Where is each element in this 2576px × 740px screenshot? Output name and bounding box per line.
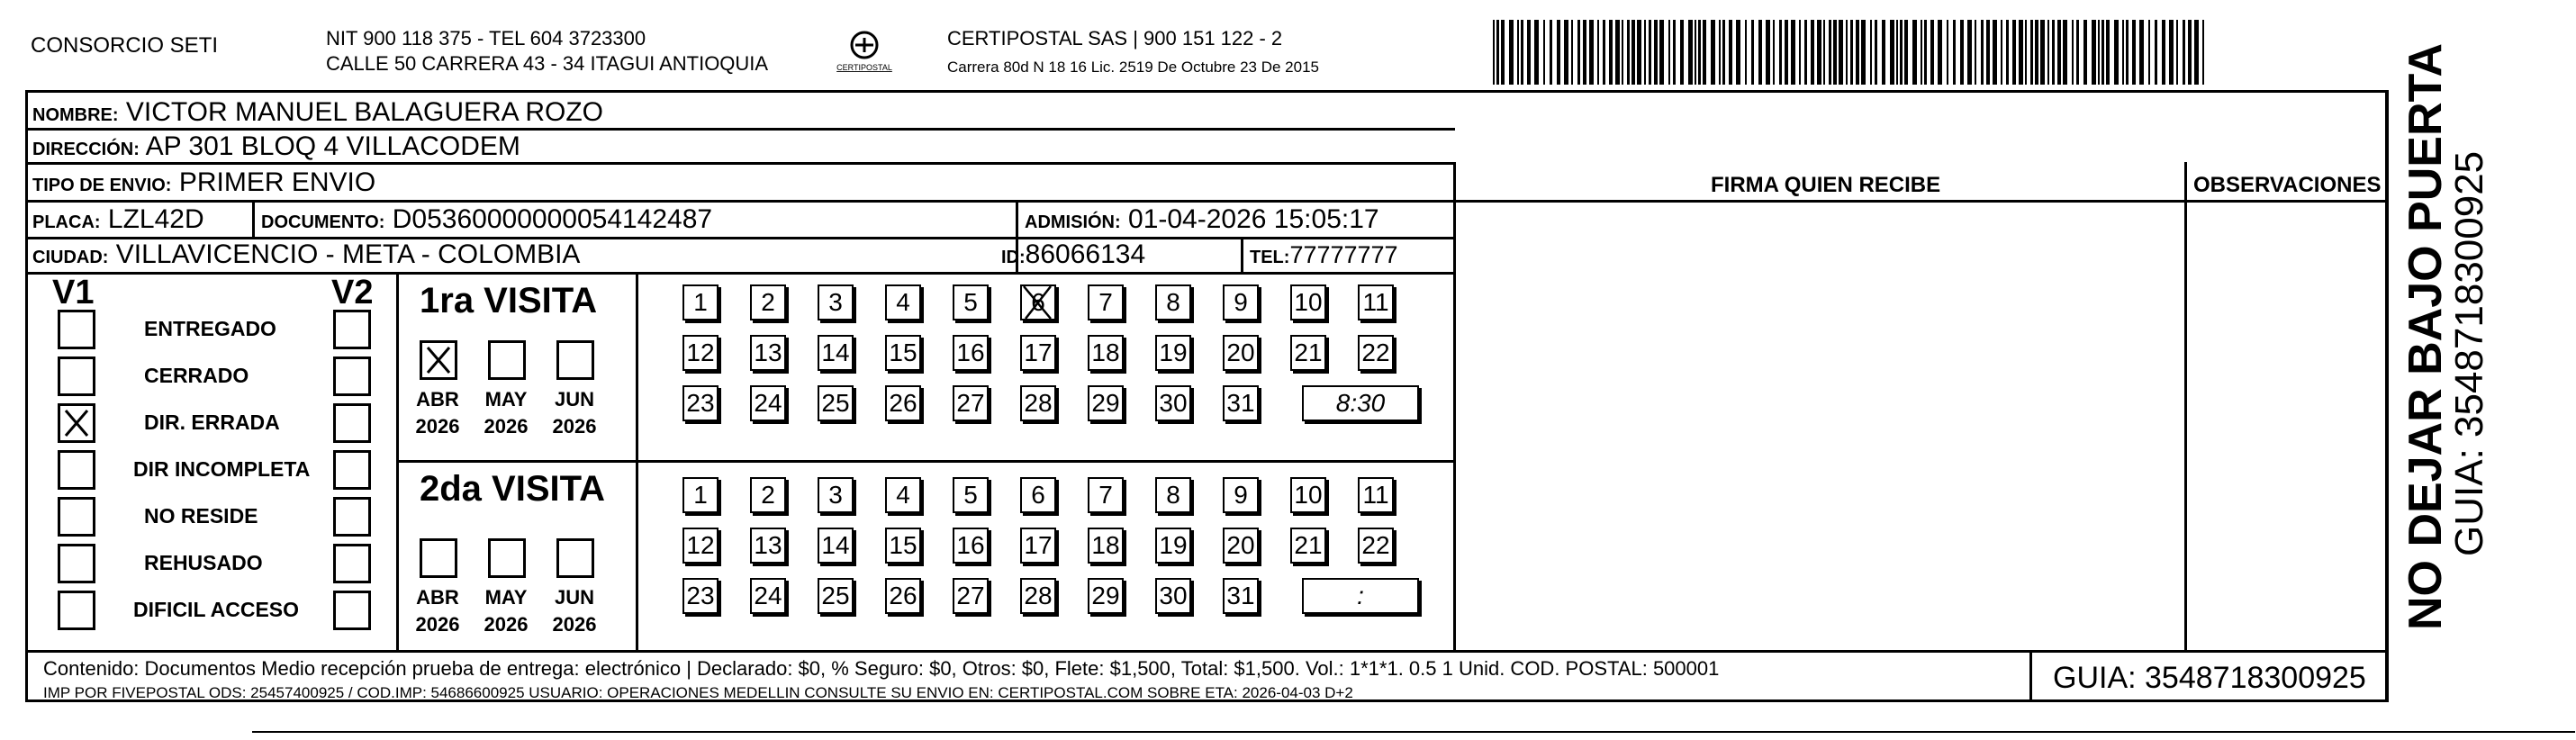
status-v1-checkbox[interactable] xyxy=(58,356,95,396)
day-box-14[interactable]: 14 xyxy=(818,528,854,564)
day-box-3[interactable]: 3 xyxy=(818,284,854,320)
day-box-23[interactable]: 23 xyxy=(682,578,719,614)
status-v1-checkbox[interactable] xyxy=(58,403,95,443)
day-box-26[interactable]: 26 xyxy=(885,385,921,421)
day-box-31[interactable]: 31 xyxy=(1223,578,1259,614)
day-box-13[interactable]: 13 xyxy=(750,335,786,371)
day-box-23[interactable]: 23 xyxy=(682,385,719,421)
day-box-28[interactable]: 28 xyxy=(1020,578,1056,614)
day-box-12[interactable]: 12 xyxy=(682,335,719,371)
day-box-6[interactable]: 6 xyxy=(1020,477,1056,513)
day-box-10[interactable]: 10 xyxy=(1290,477,1326,513)
day-box-13[interactable]: 13 xyxy=(750,528,786,564)
day-box-27[interactable]: 27 xyxy=(953,578,989,614)
month-label: MAY xyxy=(484,586,528,609)
month-checkbox-jun[interactable] xyxy=(556,538,594,578)
day-box-15[interactable]: 15 xyxy=(885,528,921,564)
month-checkbox-may[interactable] xyxy=(488,538,526,578)
send-type-field: TIPO DE ENVIO: PRIMER ENVIO xyxy=(32,167,376,197)
day-box-8[interactable]: 8 xyxy=(1155,477,1191,513)
day-box-16[interactable]: 16 xyxy=(953,528,989,564)
day-box-19[interactable]: 19 xyxy=(1155,335,1191,371)
admission-field: ADMISIÓN: 01-04-2026 15:05:17 xyxy=(1025,204,1379,234)
side-guia: GUIA: 3548718300925 xyxy=(2447,150,2491,556)
day-box-29[interactable]: 29 xyxy=(1088,578,1124,614)
city-field: CIUDAD: VILLAVICENCIO - META - COLOMBIA xyxy=(32,239,581,269)
nit-line: NIT 900 118 375 - TEL 604 3723300 xyxy=(326,27,646,50)
month-checkbox-abr[interactable] xyxy=(420,340,457,380)
certipostal-line: CERTIPOSTAL SAS | 900 151 122 - 2 xyxy=(947,27,1283,50)
day-box-20[interactable]: 20 xyxy=(1223,335,1259,371)
day-box-19[interactable]: 19 xyxy=(1155,528,1191,564)
status-label: DIR. ERRADA xyxy=(144,411,280,434)
year-label: 2026 xyxy=(484,613,529,636)
plate-field: PLACA: LZL42D xyxy=(32,204,204,234)
status-label: DIR INCOMPLETA xyxy=(133,457,311,481)
status-v1-checkbox[interactable] xyxy=(58,544,95,583)
no-dejar-bajo-puerta: NO DEJAR BAJO PUERTA xyxy=(2400,42,2452,630)
content-line: Contenido: Documentos Medio recepción prueba de entrega: electrónico | Declarado: $0, % Seguro: $0, Otros: $0, Flete: $1,500, Total: $1,500. Vol.: 1*1*1. 0.5 1 Unid. COD. POSTAL: 500001 xyxy=(43,657,1720,680)
address-line: CALLE 50 CARRERA 43 - 34 ITAGUI ANTIOQUIA xyxy=(326,52,769,75)
day-box-5[interactable]: 5 xyxy=(953,284,989,320)
status-v1-checkbox[interactable] xyxy=(58,310,95,349)
status-v2-checkbox[interactable] xyxy=(333,356,371,396)
day-box-12[interactable]: 12 xyxy=(682,528,719,564)
day-box-17[interactable]: 17 xyxy=(1020,335,1056,371)
footer-guia: GUIA: 3548718300925 xyxy=(2053,661,2366,695)
status-label: DIFICIL ACCESO xyxy=(133,598,300,621)
day-box-17[interactable]: 17 xyxy=(1020,528,1056,564)
status-v2-checkbox[interactable] xyxy=(333,310,371,349)
day-box-16[interactable]: 16 xyxy=(953,335,989,371)
day-box-11[interactable]: 11 xyxy=(1358,477,1394,513)
status-v2-checkbox[interactable] xyxy=(333,450,371,490)
day-box-26[interactable]: 26 xyxy=(885,578,921,614)
day-box-9[interactable]: 9 xyxy=(1223,284,1259,320)
status-v2-checkbox[interactable] xyxy=(333,403,371,443)
license-line: Carrera 80d N 18 16 Lic. 2519 De Octubre 23 De 2015 xyxy=(947,59,1319,76)
day-box-8[interactable]: 8 xyxy=(1155,284,1191,320)
status-v1-checkbox[interactable] xyxy=(58,497,95,537)
status-label: REHUSADO xyxy=(144,551,263,574)
day-box-9[interactable]: 9 xyxy=(1223,477,1259,513)
certipostal-logo xyxy=(828,27,900,81)
year-label: 2026 xyxy=(415,613,460,636)
tel-field: TEL:77777777 xyxy=(1250,241,1398,268)
day-box-21[interactable]: 21 xyxy=(1290,335,1326,371)
imp-line: IMP POR FIVEPOSTAL ODS: 25457400925 / COD.IMP: 54686600925 USUARIO: OPERACIONES MEDELLIN CONSULTE SU ENVIO EN: CERTIPOSTAL.COM SOBRE ETA: 2026-04-03 D+2 xyxy=(43,684,1353,701)
day-box-30[interactable]: 30 xyxy=(1155,578,1191,614)
month-checkbox-may[interactable] xyxy=(488,340,526,380)
time-box[interactable]: : xyxy=(1302,578,1419,614)
status-v2-checkbox[interactable] xyxy=(333,544,371,583)
name-field: NOMBRE: VICTOR MANUEL BALAGUERA ROZO xyxy=(32,97,604,127)
day-box-31[interactable]: 31 xyxy=(1223,385,1259,421)
day-box-24[interactable]: 24 xyxy=(750,578,786,614)
barcode xyxy=(1493,20,2213,85)
month-label: ABR xyxy=(416,586,459,609)
day-box-4[interactable]: 4 xyxy=(885,284,921,320)
month-label: ABR xyxy=(416,388,459,411)
status-label: NO RESIDE xyxy=(144,504,258,528)
document-field: DOCUMENTO: D05360000000054142487 xyxy=(261,204,713,234)
visit2-title: 2da VISITA xyxy=(420,469,605,509)
day-box-10[interactable]: 10 xyxy=(1290,284,1326,320)
day-box-18[interactable]: 18 xyxy=(1088,335,1124,371)
month-label: JUN xyxy=(554,586,594,609)
logo-text: CERTIPOSTAL xyxy=(836,63,892,72)
month-label: MAY xyxy=(484,388,528,411)
day-box-28[interactable]: 28 xyxy=(1020,385,1056,421)
day-box-22[interactable]: 22 xyxy=(1358,335,1394,371)
day-box-24[interactable]: 24 xyxy=(750,385,786,421)
day-box-7[interactable]: 7 xyxy=(1088,477,1124,513)
day-box-5[interactable]: 5 xyxy=(953,477,989,513)
v2-label: V2 xyxy=(331,274,374,311)
day-box-25[interactable]: 25 xyxy=(818,578,854,614)
status-v2-checkbox[interactable] xyxy=(333,497,371,537)
year-label: 2026 xyxy=(552,613,597,636)
main-frame xyxy=(25,90,2388,702)
day-box-1[interactable]: 1 xyxy=(682,477,719,513)
day-box-25[interactable]: 25 xyxy=(818,385,854,421)
day-box-21[interactable]: 21 xyxy=(1290,528,1326,564)
day-box-2[interactable]: 2 xyxy=(750,477,786,513)
day-box-3[interactable]: 3 xyxy=(818,477,854,513)
status-label: ENTREGADO xyxy=(144,317,276,340)
time-box[interactable]: 8:30 xyxy=(1302,385,1419,421)
day-box-7[interactable]: 7 xyxy=(1088,284,1124,320)
day-box-27[interactable]: 27 xyxy=(953,385,989,421)
address-field: DIRECCIÓN: AP 301 BLOQ 4 VILLACODEM xyxy=(32,131,520,161)
year-label: 2026 xyxy=(552,415,597,438)
day-box-4[interactable]: 4 xyxy=(885,477,921,513)
day-box-15[interactable]: 15 xyxy=(885,335,921,371)
month-label: JUN xyxy=(554,388,594,411)
year-label: 2026 xyxy=(484,415,529,438)
day-box-30[interactable]: 30 xyxy=(1155,385,1191,421)
day-box-2[interactable]: 2 xyxy=(750,284,786,320)
day-box-14[interactable]: 14 xyxy=(818,335,854,371)
day-box-11[interactable]: 11 xyxy=(1358,284,1394,320)
status-v1-checkbox[interactable] xyxy=(58,450,95,490)
company-name: CONSORCIO SETI xyxy=(31,33,219,58)
observations-header: OBSERVACIONES xyxy=(2193,173,2382,197)
day-box-18[interactable]: 18 xyxy=(1088,528,1124,564)
year-label: 2026 xyxy=(415,415,460,438)
status-v2-checkbox[interactable] xyxy=(333,591,371,630)
day-box-20[interactable]: 20 xyxy=(1223,528,1259,564)
id-field: ID:86066134 xyxy=(1001,239,1146,269)
day-box-22[interactable]: 22 xyxy=(1358,528,1394,564)
v1-label: V1 xyxy=(52,274,95,311)
status-v1-checkbox[interactable] xyxy=(58,591,95,630)
day-box-29[interactable]: 29 xyxy=(1088,385,1124,421)
status-label: CERRADO xyxy=(144,364,249,387)
day-box-6[interactable]: 6 xyxy=(1020,284,1056,320)
month-checkbox-jun[interactable] xyxy=(556,340,594,380)
day-box-1[interactable]: 1 xyxy=(682,284,719,320)
visit1-title: 1ra VISITA xyxy=(420,281,598,320)
signature-header: FIRMA QUIEN RECIBE xyxy=(1711,173,1941,197)
month-checkbox-abr[interactable] xyxy=(420,538,457,578)
